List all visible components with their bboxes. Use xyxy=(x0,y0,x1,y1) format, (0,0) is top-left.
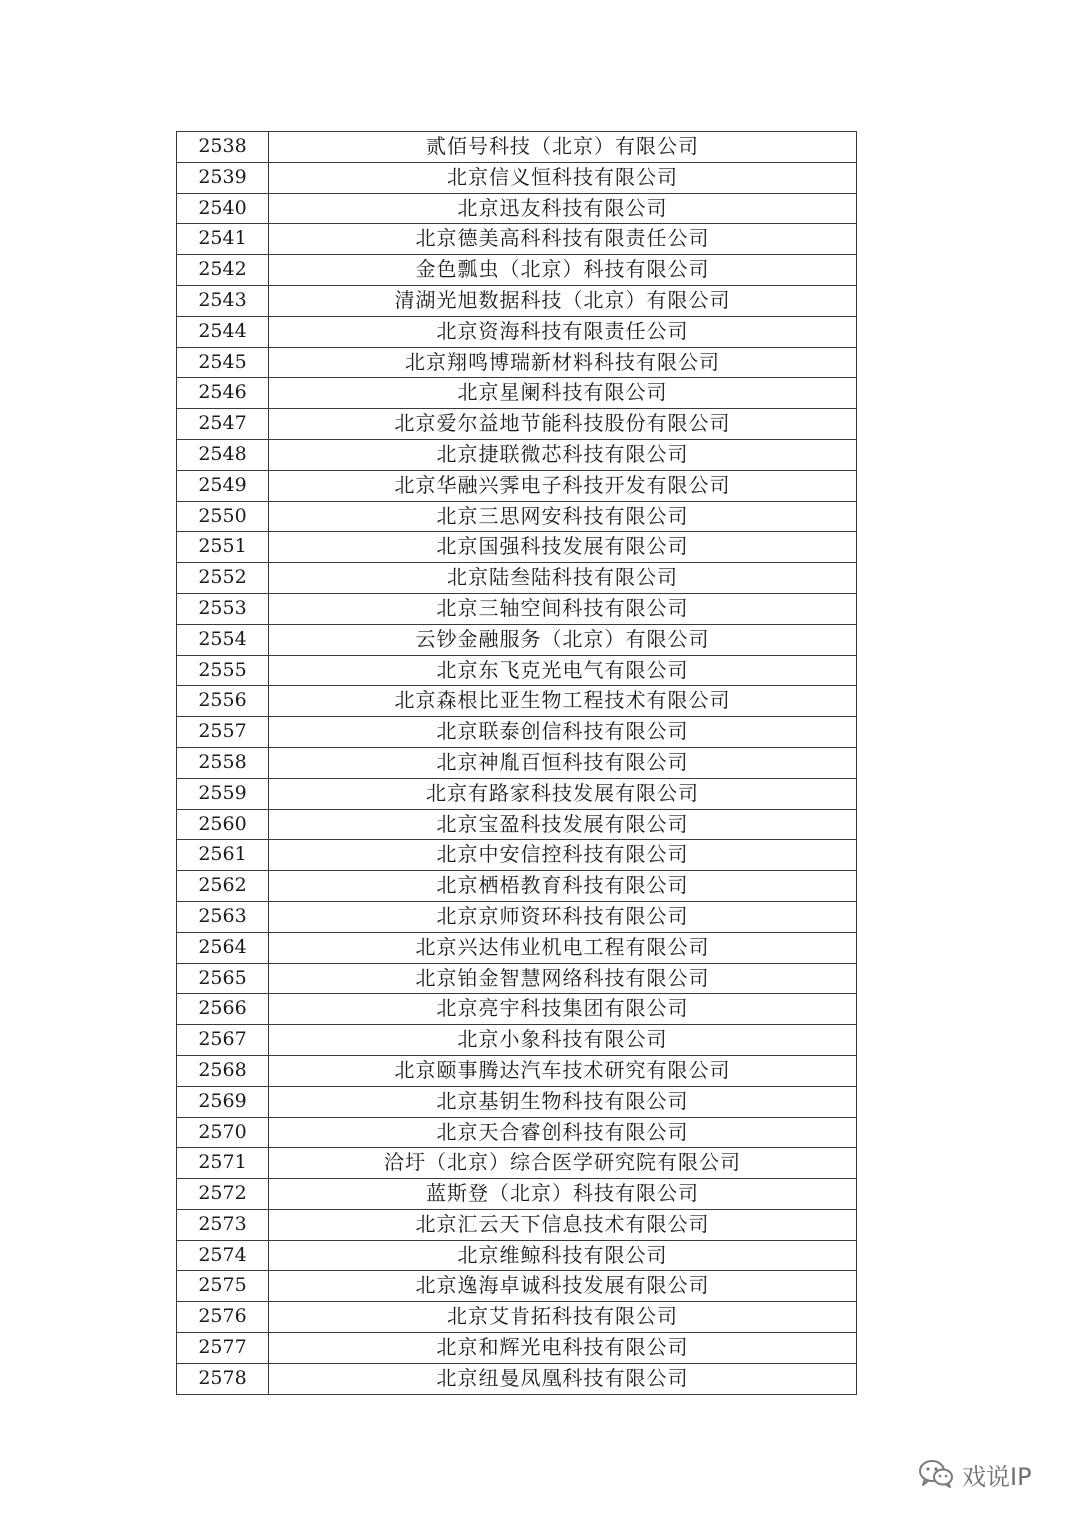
company-name: 北京陆叁陆科技有限公司 xyxy=(269,563,857,594)
row-number: 2549 xyxy=(177,470,269,501)
table-row xyxy=(177,593,857,624)
row-number: 2573 xyxy=(177,1209,269,1240)
company-name: 北京翔鸣博瑞新材料科技有限公司 xyxy=(269,347,857,378)
company-name: 北京和辉光电科技有限公司 xyxy=(269,1333,857,1364)
company-name: 北京东飞克光电气有限公司 xyxy=(269,655,857,686)
row-number: 2578 xyxy=(177,1363,269,1394)
company-name: 北京纽曼凤凰科技有限公司 xyxy=(269,1363,857,1394)
company-name: 北京天合睿创科技有限公司 xyxy=(269,1117,857,1148)
row-number: 2540 xyxy=(177,193,269,224)
table-row xyxy=(177,1055,857,1086)
company-name: 北京宝盈科技发展有限公司 xyxy=(269,809,857,840)
company-name: 北京铂金智慧网络科技有限公司 xyxy=(269,963,857,994)
table-row xyxy=(177,963,857,994)
row-number: 2568 xyxy=(177,1055,269,1086)
table-row xyxy=(177,901,857,932)
row-number: 2538 xyxy=(177,132,269,163)
table-row xyxy=(177,778,857,809)
row-number: 2542 xyxy=(177,255,269,286)
company-name: 北京森根比亚生物工程技术有限公司 xyxy=(269,686,857,717)
watermark-text: 戏说IP xyxy=(962,1462,1032,1491)
table-body xyxy=(177,132,857,1395)
row-number: 2543 xyxy=(177,285,269,316)
table-row xyxy=(177,1086,857,1117)
row-number: 2572 xyxy=(177,1179,269,1210)
row-number: 2565 xyxy=(177,963,269,994)
company-name: 北京颐事腾达汽车技术研究有限公司 xyxy=(269,1055,857,1086)
row-number: 2566 xyxy=(177,994,269,1025)
row-number: 2554 xyxy=(177,624,269,655)
table-row xyxy=(177,1271,857,1302)
row-number: 2560 xyxy=(177,809,269,840)
table-row xyxy=(177,224,857,255)
company-list-table xyxy=(176,131,857,1395)
row-number: 2576 xyxy=(177,1302,269,1333)
company-name: 北京维鲸科技有限公司 xyxy=(269,1240,857,1271)
row-number: 2550 xyxy=(177,501,269,532)
row-number: 2567 xyxy=(177,1025,269,1056)
table-row xyxy=(177,994,857,1025)
company-name: 北京国强科技发展有限公司 xyxy=(269,532,857,563)
company-name: 北京资海科技有限责任公司 xyxy=(269,316,857,347)
row-number: 2570 xyxy=(177,1117,269,1148)
table-row xyxy=(177,470,857,501)
company-name: 北京小象科技有限公司 xyxy=(269,1025,857,1056)
watermark xyxy=(918,1457,1032,1491)
table-row xyxy=(177,1179,857,1210)
company-name: 清湖光旭数据科技（北京）有限公司 xyxy=(269,285,857,316)
row-number: 2558 xyxy=(177,747,269,778)
company-name: 蓝斯登（北京）科技有限公司 xyxy=(269,1179,857,1210)
table-row xyxy=(177,1209,857,1240)
row-number: 2539 xyxy=(177,162,269,193)
table-row xyxy=(177,347,857,378)
row-number: 2544 xyxy=(177,316,269,347)
company-name: 北京京师资环科技有限公司 xyxy=(269,901,857,932)
table-row xyxy=(177,193,857,224)
row-number: 2551 xyxy=(177,532,269,563)
table-row xyxy=(177,624,857,655)
table-row xyxy=(177,1363,857,1394)
company-name: 北京华融兴霁电子科技开发有限公司 xyxy=(269,470,857,501)
table-row xyxy=(177,686,857,717)
company-name: 洽圩（北京）综合医学研究院有限公司 xyxy=(269,1148,857,1179)
row-number: 2569 xyxy=(177,1086,269,1117)
table-row xyxy=(177,1117,857,1148)
row-number: 2577 xyxy=(177,1333,269,1364)
company-name: 北京栖梧教育科技有限公司 xyxy=(269,871,857,902)
company-name: 北京爱尔益地节能科技股份有限公司 xyxy=(269,409,857,440)
company-name: 北京迅友科技有限公司 xyxy=(269,193,857,224)
table-row xyxy=(177,932,857,963)
company-name: 北京星阑科技有限公司 xyxy=(269,378,857,409)
row-number: 2552 xyxy=(177,563,269,594)
table-row xyxy=(177,285,857,316)
company-name: 北京信义恒科技有限公司 xyxy=(269,162,857,193)
row-number: 2555 xyxy=(177,655,269,686)
table-row xyxy=(177,255,857,286)
company-name: 贰佰号科技（北京）有限公司 xyxy=(269,132,857,163)
table-row xyxy=(177,1148,857,1179)
table-row xyxy=(177,439,857,470)
table-row xyxy=(177,809,857,840)
company-name: 北京兴达伟业机电工程有限公司 xyxy=(269,932,857,963)
company-name: 北京联泰创信科技有限公司 xyxy=(269,717,857,748)
company-name: 北京逸海卓诚科技发展有限公司 xyxy=(269,1271,857,1302)
table-row xyxy=(177,532,857,563)
row-number: 2557 xyxy=(177,717,269,748)
table-row xyxy=(177,1302,857,1333)
table-row xyxy=(177,1333,857,1364)
row-number: 2571 xyxy=(177,1148,269,1179)
row-number: 2553 xyxy=(177,593,269,624)
row-number: 2561 xyxy=(177,840,269,871)
table-row xyxy=(177,316,857,347)
row-number: 2545 xyxy=(177,347,269,378)
row-number: 2547 xyxy=(177,409,269,440)
company-name: 北京亮宇科技集团有限公司 xyxy=(269,994,857,1025)
table-row xyxy=(177,871,857,902)
company-name: 北京三轴空间科技有限公司 xyxy=(269,593,857,624)
row-number: 2575 xyxy=(177,1271,269,1302)
table-row xyxy=(177,563,857,594)
table-row xyxy=(177,1025,857,1056)
company-name: 云钞金融服务（北京）有限公司 xyxy=(269,624,857,655)
row-number: 2546 xyxy=(177,378,269,409)
company-name: 金色瓢虫（北京）科技有限公司 xyxy=(269,255,857,286)
row-number: 2559 xyxy=(177,778,269,809)
company-name: 北京有路家科技发展有限公司 xyxy=(269,778,857,809)
table-row xyxy=(177,409,857,440)
table-row xyxy=(177,1240,857,1271)
company-name: 北京艾肯拓科技有限公司 xyxy=(269,1302,857,1333)
table-row xyxy=(177,655,857,686)
company-name: 北京捷联微芯科技有限公司 xyxy=(269,439,857,470)
wechat-icon xyxy=(918,1459,954,1489)
row-number: 2541 xyxy=(177,224,269,255)
company-name: 北京三思网安科技有限公司 xyxy=(269,501,857,532)
company-name: 北京德美高科科技有限责任公司 xyxy=(269,224,857,255)
company-name: 北京汇云天下信息技术有限公司 xyxy=(269,1209,857,1240)
table-row xyxy=(177,501,857,532)
company-name: 北京神胤百恒科技有限公司 xyxy=(269,747,857,778)
row-number: 2556 xyxy=(177,686,269,717)
table-row xyxy=(177,132,857,163)
company-name: 北京中安信控科技有限公司 xyxy=(269,840,857,871)
row-number: 2562 xyxy=(177,871,269,902)
table-row xyxy=(177,747,857,778)
row-number: 2574 xyxy=(177,1240,269,1271)
table-row xyxy=(177,378,857,409)
row-number: 2563 xyxy=(177,901,269,932)
row-number: 2564 xyxy=(177,932,269,963)
table-row xyxy=(177,162,857,193)
table-row xyxy=(177,840,857,871)
table-row xyxy=(177,717,857,748)
company-name: 北京基钥生物科技有限公司 xyxy=(269,1086,857,1117)
row-number: 2548 xyxy=(177,439,269,470)
